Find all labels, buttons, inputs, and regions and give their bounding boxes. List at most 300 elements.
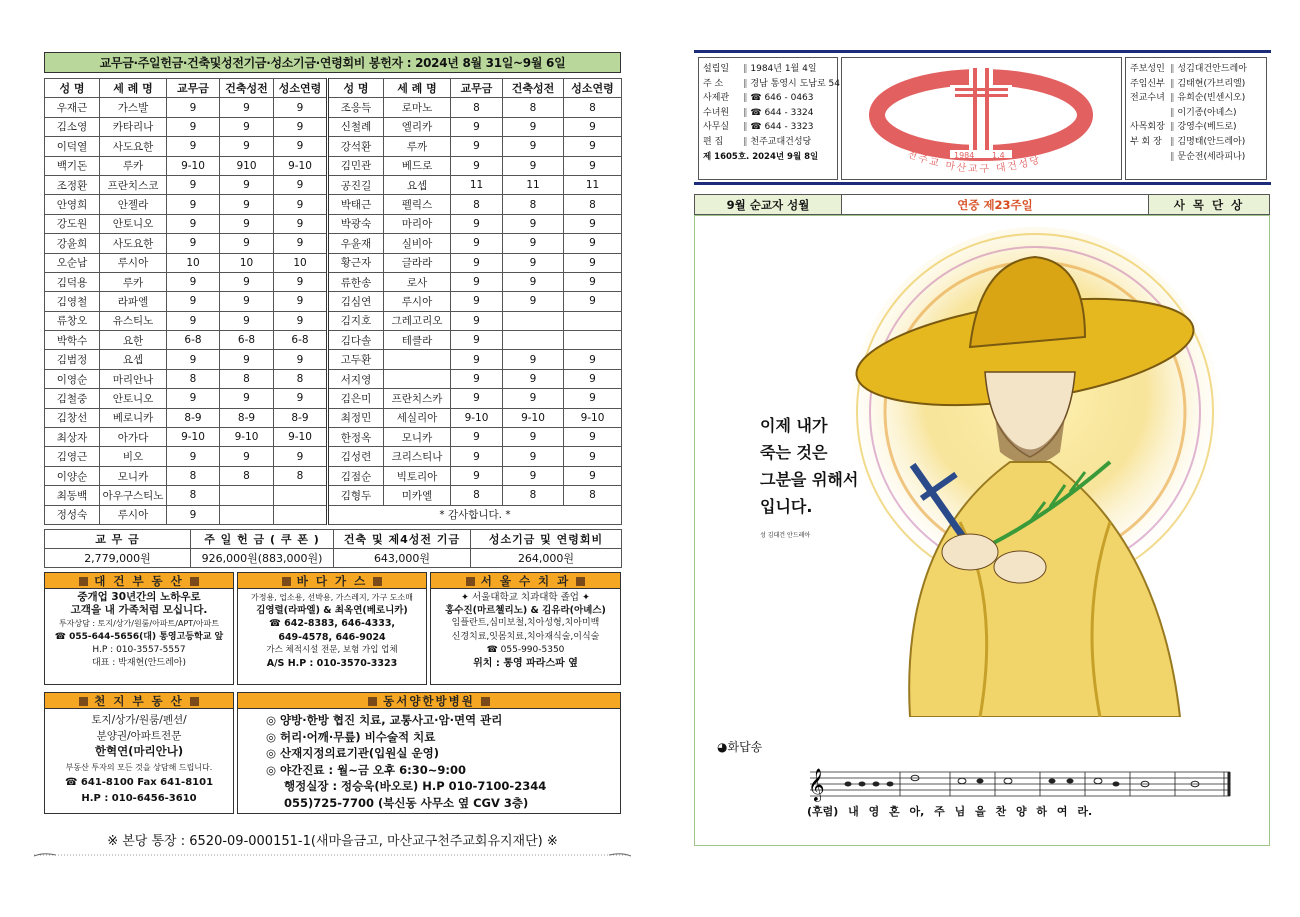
table-cell-right: 조응득 [328, 98, 384, 117]
table-cell-right: 9 [451, 214, 503, 233]
column-header: 성소연령 [274, 79, 328, 98]
table-cell-right [384, 369, 451, 388]
table-cell-left: 강도원 [45, 214, 100, 233]
bar-sunday: 연중 제23주일 [842, 194, 1148, 215]
table-cell-right: 로사 [384, 272, 451, 291]
table-cell-left: 8 [167, 486, 220, 505]
table-cell-right: 그레고리오 [384, 311, 451, 330]
table-cell-left: 9 [274, 117, 328, 136]
table-cell-right: 8 [564, 486, 622, 505]
table-cell-left: 사도요한 [100, 137, 167, 156]
separator: ‖ [743, 64, 751, 74]
table-cell-left: 김창선 [45, 408, 100, 427]
table-cell-left: 라파엘 [100, 292, 167, 311]
table-cell-left: 루시아 [100, 253, 167, 272]
table-cell-left: 9 [274, 311, 328, 330]
table-cell-right: 9 [451, 466, 503, 485]
table-cell-right: 9 [564, 447, 622, 466]
table-cell-left: 마리안나 [100, 369, 167, 388]
table-cell-right: 11 [564, 175, 622, 194]
sum-value-tithe: 2,779,000원 [45, 549, 191, 568]
table-cell-left: 9 [274, 98, 328, 117]
ad-phone: ☎ 642-8383, 646-4333, [268, 618, 396, 630]
clergy-row-value: 김명태(안드레아) [1177, 136, 1246, 147]
table-cell-right: 우윤재 [328, 234, 384, 253]
table-cell-right: 김점순 [328, 466, 384, 485]
table-cell-right: 9 [564, 389, 622, 408]
clergy-row [1130, 62, 1262, 77]
clergy-box [1125, 57, 1267, 180]
table-cell-left: 9 [220, 389, 274, 408]
table-cell-right [503, 331, 564, 350]
table-cell-right: 9 [451, 253, 503, 272]
table-cell-right: 8 [451, 98, 503, 117]
table-cell-left: 9 [167, 311, 220, 330]
table-cell-left: 김영철 [45, 292, 100, 311]
clergy-row-label: 전교수녀 [1130, 93, 1165, 104]
table-cell-left: 6-8 [167, 331, 220, 350]
clergy-row-value: 이기종(아녜스) [1177, 107, 1237, 118]
table-cell-right: 요셉 [384, 175, 451, 194]
ad-dongseo-clinic [237, 692, 621, 814]
table-cell-right: 9 [451, 234, 503, 253]
parish-logo [841, 57, 1122, 180]
ad-line: 위치 : 통영 파라스파 옆 [473, 658, 578, 670]
table-cell-right: 김다솔 [328, 331, 384, 350]
logo-year: 1984 [954, 151, 975, 160]
separator: ‖ [1170, 122, 1178, 133]
ad-line: ◎ 허리·어깨·무릎) 비수술적 치료 [266, 729, 436, 744]
table-cell-left: 류창오 [45, 311, 100, 330]
summary-table [44, 529, 622, 568]
table-cell-right: 9 [503, 447, 564, 466]
table-cell-left: 비오 [100, 447, 167, 466]
table-cell-left: 최상자 [45, 428, 100, 447]
quote-line: 이제 내가 [760, 416, 828, 435]
table-cell-left: 9 [220, 292, 274, 311]
table-cell-right: 9 [503, 292, 564, 311]
table-cell-right: 9 [503, 137, 564, 156]
ad-line: 한혁연(마리안나) [94, 744, 184, 758]
table-cell-left: 10 [167, 253, 220, 272]
table-row [45, 311, 622, 330]
table-cell-right: 테클라 [384, 331, 451, 350]
table-cell-left: 8 [220, 466, 274, 485]
table-cell-right: 빅토리아 [384, 466, 451, 485]
ad-phone: ☎ 055-990-5350 [486, 644, 565, 655]
table-cell-right: 크리스티나 [384, 447, 451, 466]
table-cell-left: 8-9 [167, 408, 220, 427]
ad-line: 대표 : 박재현(안드레아) [91, 658, 187, 669]
table-cell-right: 9 [564, 350, 622, 369]
ad-title: 천 지 부 동 산 [94, 694, 184, 708]
clergy-row-label: 사목회장 [1130, 122, 1165, 133]
table-cell-left: 9 [167, 137, 220, 156]
ad-realestate-daegun [44, 572, 234, 685]
table-cell-right: 9 [564, 253, 622, 272]
table-cell-right: 고두환 [328, 350, 384, 369]
table-cell-right: 김지호 [328, 311, 384, 330]
table-cell-left: 9 [167, 505, 220, 524]
table-cell-left: 9 [220, 117, 274, 136]
table-cell-right: 9 [503, 272, 564, 291]
table-cell-left: 루카 [100, 156, 167, 175]
table-cell-right: 서지영 [328, 369, 384, 388]
table-cell-right: 마리아 [384, 214, 451, 233]
table-cell-left: 9 [274, 234, 328, 253]
table-cell-right [384, 350, 451, 369]
table-cell-right: 9 [451, 311, 503, 330]
table-cell-left: 8 [274, 369, 328, 388]
parish-info-box [698, 57, 838, 180]
table-row [45, 389, 622, 408]
table-cell-left: 9 [220, 311, 274, 330]
ad-line: 고객을 내 가족처럼 모십니다. [70, 604, 208, 617]
column-header: 교무금 [451, 79, 503, 98]
table-cell-left: 사도요한 [100, 234, 167, 253]
ad-line: H.P : 010-3557-5557 [92, 644, 186, 655]
table-cell-left: 오순남 [45, 253, 100, 272]
ad-realestate-cheonji [44, 692, 234, 814]
table-cell-right: 9 [564, 137, 622, 156]
table-cell-right: 9 [564, 117, 622, 136]
table-row [45, 447, 622, 466]
table-cell-right: 9 [451, 137, 503, 156]
table-cell-right: 9-10 [503, 408, 564, 427]
table-cell-left: 유스티노 [100, 311, 167, 330]
table-cell-right: 9 [451, 117, 503, 136]
table-cell-right: 9-10 [564, 408, 622, 427]
table-cell-left: 프란치스코 [100, 175, 167, 194]
info-row-value: ☎ 644 - 3323 [750, 122, 814, 133]
table-row [45, 98, 622, 117]
separator: ‖ [743, 122, 751, 133]
table-row [45, 253, 622, 272]
table-cell-right: 베드로 [384, 156, 451, 175]
table-cell-right: 공진길 [328, 175, 384, 194]
table-cell-right: 강석환 [328, 137, 384, 156]
ad-header [238, 573, 426, 589]
table-cell-right: 9 [503, 253, 564, 272]
logo-parish-name: 천주교 마산교구 대건성당 [905, 148, 1043, 176]
info-row-label: 사제관 [703, 93, 730, 104]
table-cell-right: 9 [564, 292, 622, 311]
ad-line: 김영렬(라파엘) & 최옥연(베로니카) [256, 605, 408, 617]
table-cell-left: 박학수 [45, 331, 100, 350]
clergy-row [1130, 106, 1262, 121]
table-cell-left: 9 [274, 350, 328, 369]
sum-header-building: 건축 및 제4성전 기금 [334, 530, 471, 549]
table-cell-right: 9-10 [451, 408, 503, 427]
table-cell-left: 9 [167, 292, 220, 311]
table-cell-right: 9 [564, 428, 622, 447]
table-cell-left: 김철중 [45, 389, 100, 408]
table-row [45, 117, 622, 136]
separator: ‖ [1170, 151, 1178, 162]
table-row [45, 466, 622, 485]
ad-line: 토지/상가/원룸/펜션/ [91, 714, 187, 726]
clergy-row-label: 주임신부 [1130, 78, 1165, 89]
table-cell-right: 8 [503, 98, 564, 117]
clergy-row-value: 성김대건안드레아 [1177, 64, 1247, 74]
ad-seoul-dental [430, 572, 621, 685]
table-cell-left: 8 [167, 369, 220, 388]
ad-title: 바 다 가 스 [296, 574, 368, 588]
table-cell-left: 김소영 [45, 117, 100, 136]
table-cell-left: 강윤희 [45, 234, 100, 253]
table-cell-left: 9 [167, 195, 220, 214]
table-cell-right: 모니카 [384, 428, 451, 447]
donor-table [44, 78, 622, 525]
ad-line: 투자상담 : 토지/상가/원룸/아파트/APT/아파트 [58, 619, 220, 629]
table-cell-right: 9 [451, 272, 503, 291]
table-cell-right: 9 [451, 331, 503, 350]
quote-line: 죽는 것은 [760, 443, 828, 462]
table-cell-right: 루까 [384, 137, 451, 156]
table-cell-left: 9 [220, 234, 274, 253]
table-cell-right: 황근자 [328, 253, 384, 272]
clergy-row-value: 강영수(베드로) [1177, 122, 1237, 133]
table-cell-left: 9 [167, 98, 220, 117]
sum-value-building: 643,000원 [334, 549, 471, 568]
header-rule [694, 50, 1271, 53]
table-cell-left: 가스발 [100, 98, 167, 117]
table-cell-right: 8 [564, 98, 622, 117]
table-cell-right: 8 [503, 195, 564, 214]
info-row-label: 편 집 [703, 136, 724, 147]
ad-line: ◎ 산재지정의료기관(입원실 운영) [266, 746, 439, 760]
table-cell-left: 9 [167, 350, 220, 369]
table-cell-left: 조정환 [45, 175, 100, 194]
table-cell-right: 한정옥 [328, 428, 384, 447]
table-cell-right: 9 [451, 447, 503, 466]
table-row [45, 292, 622, 311]
table-cell-left: 우재근 [45, 98, 100, 117]
table-cell-right: 류한송 [328, 272, 384, 291]
clergy-row [1130, 77, 1262, 92]
ad-phone: 055)725-7700 (북신동 사무소 옆 CGV 3층) [284, 795, 529, 810]
table-cell-left: 안토니오 [100, 214, 167, 233]
table-cell-right: 김민관 [328, 156, 384, 175]
info-row-value: 천주교대건성당 [750, 136, 812, 147]
table-cell-right: 김성련 [328, 447, 384, 466]
table-cell-right: 프란치스카 [384, 389, 451, 408]
table-cell-right: 9 [564, 466, 622, 485]
info-row-label: 수녀원 [703, 107, 730, 118]
table-row [45, 214, 622, 233]
table-cell-left: 9 [167, 447, 220, 466]
table-cell-right: 세실리아 [384, 408, 451, 427]
table-cell-right: 엘리카 [384, 117, 451, 136]
table-cell-right: 9 [503, 466, 564, 485]
column-header: 세 례 명 [384, 79, 451, 98]
table-cell-right: 11 [451, 175, 503, 194]
ad-line: 행정실장 : 정승욱(바오로) H.P 010-7100-2344 [284, 779, 547, 793]
ad-phone: ☎ 641-8100 Fax 641-8101 [64, 777, 214, 788]
table-cell-left: 아우구스티노 [100, 486, 167, 505]
table-cell-left: 9 [167, 234, 220, 253]
table-cell-right: 9 [451, 428, 503, 447]
separator: ‖ [743, 136, 751, 147]
table-cell-left: 9 [167, 389, 220, 408]
table-cell-right: 9 [503, 214, 564, 233]
cross-icon [973, 68, 977, 156]
table-cell-right: 8 [451, 486, 503, 505]
table-cell-left: 최동백 [45, 486, 100, 505]
table-cell-left: 6-8 [274, 331, 328, 350]
column-header: 성 명 [328, 79, 384, 98]
table-cell-right [564, 331, 622, 350]
clergy-row-value: 김태현(가브리엘) [1177, 78, 1246, 89]
table-cell-right: 9 [503, 428, 564, 447]
table-cell-left: 9 [167, 117, 220, 136]
table-cell-left: 김영근 [45, 447, 100, 466]
info-row [703, 91, 833, 106]
info-row [703, 62, 833, 77]
ad-line: 가스 체적시설 전문, 보험 가입 업체 [266, 644, 398, 655]
table-cell-right: 9 [564, 156, 622, 175]
table-cell-left: 8 [220, 369, 274, 388]
ad-phone: 649-4578, 646-9024 [278, 631, 386, 643]
table-row [45, 486, 622, 505]
table-cell-left: 모니카 [100, 466, 167, 485]
table-cell-right: 실비아 [384, 234, 451, 253]
table-cell-left: 9-10 [167, 156, 220, 175]
info-row [703, 135, 833, 150]
ad-line: 중개업 30년간의 노하우로 [77, 591, 201, 603]
table-cell-right: 9 [451, 156, 503, 175]
table-cell-left: 6-8 [220, 331, 274, 350]
clergy-row [1130, 135, 1262, 150]
ad-title: 동서양한방병원 [383, 694, 475, 708]
table-cell-right: 글라라 [384, 253, 451, 272]
table-cell-right: 최정민 [328, 408, 384, 427]
table-cell-left: 이영순 [45, 369, 100, 388]
separator: ‖ [1170, 107, 1178, 118]
sum-header-sunday: 주 일 헌 금 ( 쿠 폰 ) [191, 530, 334, 549]
table-cell-left: 9 [274, 137, 328, 156]
donor-table-header [45, 79, 622, 98]
table-cell-left: 안영희 [45, 195, 100, 214]
table-cell-left: 루카 [100, 272, 167, 291]
table-cell-right: 8 [451, 195, 503, 214]
table-cell-left: 910 [220, 156, 274, 175]
table-cell-right [564, 311, 622, 330]
table-cell-left: 9 [220, 350, 274, 369]
table-cell-left: 10 [274, 253, 328, 272]
separator: ‖ [1170, 78, 1178, 89]
ad-line: ◎ 양방·한방 협진 치료, 교통사고·암·면역 관리 [266, 713, 503, 727]
table-cell-left: 9 [167, 272, 220, 291]
table-cell-left: 정성숙 [45, 505, 100, 524]
ad-line: A/S H.P : 010-3570-3323 [266, 658, 398, 670]
table-row [45, 137, 622, 156]
table-cell-right: 9 [564, 234, 622, 253]
table-cell-right: 9 [451, 389, 503, 408]
table-row [45, 272, 622, 291]
column-header: 건축성전 [220, 79, 274, 98]
table-cell-left: 9-10 [274, 428, 328, 447]
info-row-label: 주 소 [703, 78, 724, 89]
table-cell-right: 9 [564, 272, 622, 291]
table-cell-right: 펠릭스 [384, 195, 451, 214]
table-cell-right: 9 [503, 350, 564, 369]
ad-line: 홍수진(마르첼리노) & 김유라(아녜스) [445, 605, 606, 617]
ad-bada-gas [237, 572, 427, 685]
ad-phone: ☎ 055-644-5656(대) 통영고등학교 앞 [54, 631, 224, 642]
table-cell-left: 9 [220, 447, 274, 466]
ad-title: 대 건 부 동 산 [94, 574, 184, 588]
ad-title: 서 울 수 치 과 [480, 574, 571, 588]
table-row [45, 156, 622, 175]
table-cell-right: 9 [451, 369, 503, 388]
table-cell-right: 신철례 [328, 117, 384, 136]
table-cell-right: 9 [503, 117, 564, 136]
table-cell-left: 9 [274, 195, 328, 214]
table-cell-left: 9 [220, 175, 274, 194]
table-cell-left: 9 [274, 447, 328, 466]
table-cell-right: 루시아 [384, 292, 451, 311]
table-cell-left: 9 [220, 272, 274, 291]
table-cell-left: 8 [167, 466, 220, 485]
table-cell-left: 9-10 [274, 156, 328, 175]
table-row [45, 175, 622, 194]
separator: ‖ [743, 107, 751, 118]
table-cell-right: 9 [503, 389, 564, 408]
table-cell-right: 8 [503, 486, 564, 505]
clergy-row [1130, 150, 1262, 165]
info-row-value: 경남 통영시 도남로 54 [750, 78, 840, 89]
clergy-row-label: 부 회 장 [1130, 136, 1162, 147]
table-cell-right: 로마노 [384, 98, 451, 117]
table-cell-left [274, 486, 328, 505]
table-cell-left: 안토니오 [100, 389, 167, 408]
parish-account: ※ 본당 통장 : 6520-09-000151-1(새마을금고, 마산교구천주교회유지재단) ※ [107, 834, 558, 849]
clergy-row-value: 유희순(빈센시오) [1177, 93, 1246, 104]
table-cell-right: 9 [503, 156, 564, 175]
table-cell-left: 9 [274, 175, 328, 194]
table-cell-left: 9 [274, 214, 328, 233]
info-row-label: 설립일 [703, 64, 730, 74]
separator: ‖ [743, 93, 751, 104]
sum-value-vocation: 264,000원 [471, 549, 622, 568]
sum-header-tithe: 교 무 금 [45, 530, 191, 549]
ad-header [238, 693, 620, 709]
ad-line: 신경치료,잇몸치료,치아재식술,이식술 [451, 631, 600, 642]
music-staff [800, 766, 1240, 802]
info-row-value: 1984년 1월 4일 [750, 64, 817, 74]
table-cell-right: 9 [503, 369, 564, 388]
clergy-row [1130, 120, 1262, 135]
info-row [703, 77, 840, 92]
table-cell-left: 김덕용 [45, 272, 100, 291]
table-cell-right: 9 [451, 350, 503, 369]
table-cell-left [274, 505, 328, 524]
table-cell-left: 9 [167, 214, 220, 233]
ad-line: ✦ 서울대학교 치과대학 졸업 ✦ [461, 592, 590, 603]
table-cell-left: 이덕열 [45, 137, 100, 156]
table-cell-right: 9 [503, 234, 564, 253]
table-cell-right [503, 311, 564, 330]
header-rule-bottom [694, 182, 1271, 185]
bar-month-theme: 9월 순교자 성월 [694, 194, 842, 215]
table-cell-left: 김범정 [45, 350, 100, 369]
table-cell-right: 김은미 [328, 389, 384, 408]
table-cell-left: 8 [274, 466, 328, 485]
table-cell-left: 8-9 [220, 408, 274, 427]
treble-clef-icon: 𝄞 [808, 768, 825, 801]
table-cell-left: 9 [220, 98, 274, 117]
